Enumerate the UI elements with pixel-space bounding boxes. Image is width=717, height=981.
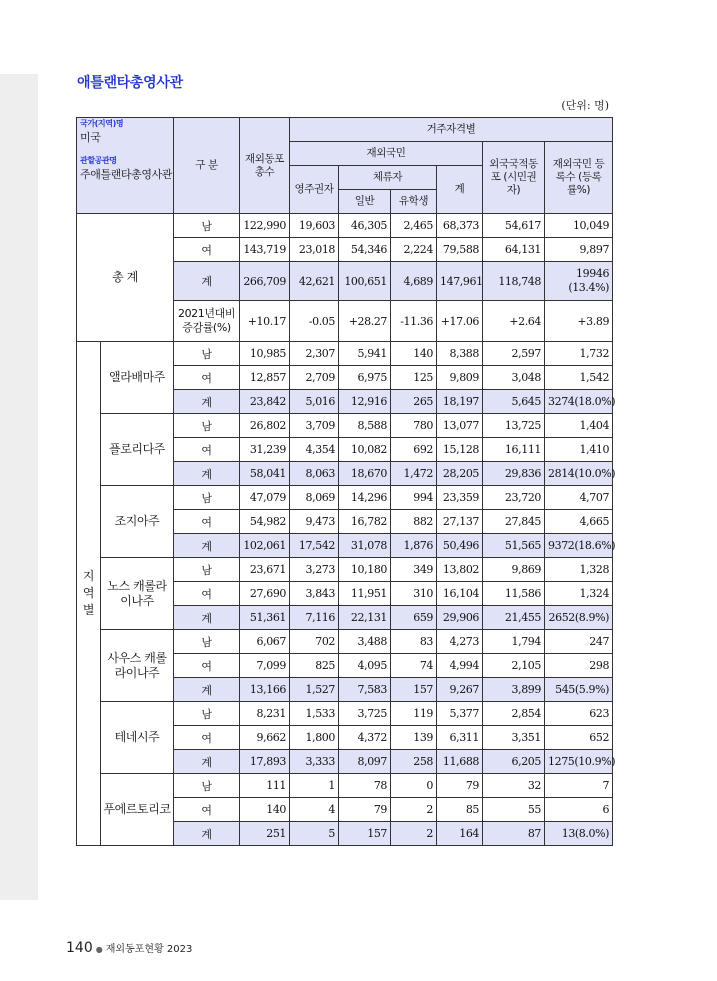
table-cell: 6,975 (339, 366, 391, 390)
table-cell: 13(8.0%) (545, 822, 613, 846)
table-cell: 7,116 (290, 606, 339, 630)
row-label: 계 (174, 822, 240, 846)
table-cell: 54,982 (240, 510, 290, 534)
table-cell: +28.27 (339, 301, 391, 342)
table-cell: 6,205 (483, 750, 545, 774)
table-row (77, 414, 613, 438)
table-cell: 10,082 (339, 438, 391, 462)
table-cell: 29,906 (437, 606, 483, 630)
table-cell: 1,404 (545, 414, 613, 438)
region-name: 테네시주 (101, 702, 174, 774)
row-label: 계 (174, 262, 240, 301)
table-cell: 29,836 (483, 462, 545, 486)
table-cell: 652 (545, 726, 613, 750)
table-cell: 258 (391, 750, 437, 774)
table-cell: 78 (339, 774, 391, 798)
row-label: 여 (174, 654, 240, 678)
row-label: 남 (174, 630, 240, 654)
row-label: 여 (174, 438, 240, 462)
table-cell: 118,748 (483, 262, 545, 301)
table-cell: 3,048 (483, 366, 545, 390)
table-cell: 9,897 (545, 238, 613, 262)
table-cell: 6,311 (437, 726, 483, 750)
row-label: 남 (174, 558, 240, 582)
table-row (77, 342, 613, 366)
table-cell: +10.17 (240, 301, 290, 342)
table-cell: 15,128 (437, 438, 483, 462)
table-cell: 9,662 (240, 726, 290, 750)
table-row (77, 630, 613, 654)
table-cell: 2814(10.0%) (545, 462, 613, 486)
table-cell: +2.64 (483, 301, 545, 342)
table-cell: 7,099 (240, 654, 290, 678)
table-cell: 3,899 (483, 678, 545, 702)
table-cell: 122,990 (240, 214, 290, 238)
table-cell: 22,131 (339, 606, 391, 630)
table-cell: 14,296 (339, 486, 391, 510)
table-cell: 119 (391, 702, 437, 726)
table-cell: 9,473 (290, 510, 339, 534)
header-subtotal: 계 (437, 166, 483, 214)
table-cell: 111 (240, 774, 290, 798)
table-cell: 1,533 (290, 702, 339, 726)
header-citizens: 재외국민 (290, 142, 483, 166)
row-label: 여 (174, 798, 240, 822)
table-cell: 74 (391, 654, 437, 678)
header-permanent: 영주권자 (290, 166, 339, 214)
row-label: 계 (174, 462, 240, 486)
page-title: 애틀랜타총영사관 (77, 75, 183, 91)
table-cell: 23,359 (437, 486, 483, 510)
table-cell: 825 (290, 654, 339, 678)
table-cell: 994 (391, 486, 437, 510)
table-cell: 46,305 (339, 214, 391, 238)
corner-office: 주애틀랜타총영사관 (80, 168, 173, 181)
table-cell: 1,472 (391, 462, 437, 486)
table-cell: 2 (391, 798, 437, 822)
table-cell: 3,273 (290, 558, 339, 582)
table-cell: 3,709 (290, 414, 339, 438)
table-cell: 2,224 (391, 238, 437, 262)
header-total: 재외동포 총수 (240, 118, 290, 214)
table-cell: 10,985 (240, 342, 290, 366)
table-cell: 4,994 (437, 654, 483, 678)
table-cell: 251 (240, 822, 290, 846)
region-name: 조지아주 (101, 486, 174, 558)
row-label: 여 (174, 726, 240, 750)
side-band (0, 74, 38, 900)
table-cell: +17.06 (437, 301, 483, 342)
table-cell: 3,351 (483, 726, 545, 750)
row-label: 여 (174, 366, 240, 390)
table-cell: 3,725 (339, 702, 391, 726)
table-cell: 23,720 (483, 486, 545, 510)
table-cell: 8,388 (437, 342, 483, 366)
table-cell: 42,621 (290, 262, 339, 301)
table-cell: 780 (391, 414, 437, 438)
table-cell: 8,069 (290, 486, 339, 510)
table-cell: 2 (391, 822, 437, 846)
table-cell: 1,527 (290, 678, 339, 702)
table-cell: 4,665 (545, 510, 613, 534)
corner-country-label: 국가(지역)명 (80, 119, 124, 128)
table-cell: 1,732 (545, 342, 613, 366)
publication-name: 재외동포현황 2023 (105, 944, 193, 955)
header-sojourn: 체류자 (339, 166, 437, 190)
table-cell: 79 (339, 798, 391, 822)
header-corner (77, 118, 174, 214)
row-label: 계 (174, 678, 240, 702)
region-group-label: 지 역 별 (77, 342, 101, 846)
row-label: 계 (174, 534, 240, 558)
table-cell: 64,131 (483, 238, 545, 262)
table-cell: 1,410 (545, 438, 613, 462)
table-cell: 298 (545, 654, 613, 678)
table-row (77, 486, 613, 510)
unit-label: (단위: 명) (561, 99, 609, 112)
table-cell: 19,603 (290, 214, 339, 238)
table-cell: 13,802 (437, 558, 483, 582)
table-cell: 1,324 (545, 582, 613, 606)
table-cell: 6,067 (240, 630, 290, 654)
table-row (77, 774, 613, 798)
table-cell: 54,346 (339, 238, 391, 262)
table-cell: 140 (240, 798, 290, 822)
table-cell: 16,104 (437, 582, 483, 606)
table-cell: 11,951 (339, 582, 391, 606)
table-cell: 100,651 (339, 262, 391, 301)
table-cell: 18,670 (339, 462, 391, 486)
table-cell: 1,876 (391, 534, 437, 558)
table-cell: 4,354 (290, 438, 339, 462)
table-cell: 9372(18.6%) (545, 534, 613, 558)
table-cell: 23,842 (240, 390, 290, 414)
table-cell: 623 (545, 702, 613, 726)
table-cell: 3,488 (339, 630, 391, 654)
row-label: 남 (174, 774, 240, 798)
table-cell: 16,782 (339, 510, 391, 534)
table-row (77, 214, 613, 238)
table-cell: 1,328 (545, 558, 613, 582)
table-cell: 83 (391, 630, 437, 654)
header-registered: 재외국민 등록수 (등록률%) (545, 142, 613, 214)
header-general: 일반 (339, 190, 391, 214)
table-cell: 27,137 (437, 510, 483, 534)
table-cell: 4,689 (391, 262, 437, 301)
table-cell: 702 (290, 630, 339, 654)
table-cell: 18,197 (437, 390, 483, 414)
table-cell: -11.36 (391, 301, 437, 342)
table-cell: 12,916 (339, 390, 391, 414)
row-label: 계 (174, 606, 240, 630)
region-name: 사우스 캐롤라이나주 (101, 630, 174, 702)
table-cell: 8,588 (339, 414, 391, 438)
table-cell: 5,016 (290, 390, 339, 414)
table-cell: 157 (339, 822, 391, 846)
table-row (77, 558, 613, 582)
page-number: 140 (66, 940, 93, 956)
table-cell: 51,361 (240, 606, 290, 630)
table-cell: 79 (437, 774, 483, 798)
table-cell: 23,671 (240, 558, 290, 582)
header-gubun: 구 분 (174, 118, 240, 214)
row-label: 여 (174, 510, 240, 534)
table-cell: 55 (483, 798, 545, 822)
table-cell: 17,893 (240, 750, 290, 774)
table-cell: 265 (391, 390, 437, 414)
table-cell: 8,231 (240, 702, 290, 726)
row-label: 여 (174, 582, 240, 606)
table-cell: 4 (290, 798, 339, 822)
header-residence: 거주자격별 (290, 118, 613, 142)
row-label: 남 (174, 486, 240, 510)
total-label: 총 계 (77, 214, 174, 342)
table-cell: 11,586 (483, 582, 545, 606)
table-cell: 1,794 (483, 630, 545, 654)
table-cell: 23,018 (290, 238, 339, 262)
table-cell: 13,077 (437, 414, 483, 438)
table-cell: 31,239 (240, 438, 290, 462)
table-cell: 247 (545, 630, 613, 654)
table-cell: 266,709 (240, 262, 290, 301)
header-student: 유학생 (391, 190, 437, 214)
table-cell: 2,854 (483, 702, 545, 726)
table-cell: 2,307 (290, 342, 339, 366)
table-cell: 17,542 (290, 534, 339, 558)
table-cell: 2,105 (483, 654, 545, 678)
table-cell: 58,041 (240, 462, 290, 486)
table-cell: 4,273 (437, 630, 483, 654)
table-cell: 3274(18.0%) (545, 390, 613, 414)
table-cell: 164 (437, 822, 483, 846)
bullet-dot-icon: ● (95, 945, 103, 954)
table-cell: 4,372 (339, 726, 391, 750)
table-cell: 10,049 (545, 214, 613, 238)
region-name: 플로리다주 (101, 414, 174, 486)
table-cell: 87 (483, 822, 545, 846)
table-cell: 2,709 (290, 366, 339, 390)
table-cell: 0 (391, 774, 437, 798)
corner-country: 미국 (80, 131, 101, 144)
row-label: 계 (174, 750, 240, 774)
table-cell: 21,455 (483, 606, 545, 630)
table-cell: 11,688 (437, 750, 483, 774)
row-label: 남 (174, 702, 240, 726)
table-cell: 32 (483, 774, 545, 798)
table-cell: 545(5.9%) (545, 678, 613, 702)
table-cell: -0.05 (290, 301, 339, 342)
table-cell: 68,373 (437, 214, 483, 238)
table-cell: 54,617 (483, 214, 545, 238)
table-cell: 7 (545, 774, 613, 798)
table-cell: 47,079 (240, 486, 290, 510)
table-cell: 1,800 (290, 726, 339, 750)
table-cell: 7,583 (339, 678, 391, 702)
table-cell: 310 (391, 582, 437, 606)
table-cell: 28,205 (437, 462, 483, 486)
table-cell: 3,843 (290, 582, 339, 606)
table-cell: 79,588 (437, 238, 483, 262)
table-cell: 13,166 (240, 678, 290, 702)
region-name: 푸에르토리코 (101, 774, 174, 846)
table-cell: 16,111 (483, 438, 545, 462)
table-cell: 139 (391, 726, 437, 750)
statistics-table (76, 117, 616, 846)
table-cell: 157 (391, 678, 437, 702)
row-label: 계 (174, 390, 240, 414)
table-cell: 143,719 (240, 238, 290, 262)
table-cell: 147,961 (437, 262, 483, 301)
table-cell: 13,725 (483, 414, 545, 438)
table-cell: 102,061 (240, 534, 290, 558)
table-cell: 1,542 (545, 366, 613, 390)
table-cell: 9,267 (437, 678, 483, 702)
table-cell: 4,707 (545, 486, 613, 510)
table-cell: 10,180 (339, 558, 391, 582)
table-cell: 12,857 (240, 366, 290, 390)
table-cell: 1 (290, 774, 339, 798)
table-cell: 882 (391, 510, 437, 534)
table-cell: 1275(10.9%) (545, 750, 613, 774)
table-cell: 4,095 (339, 654, 391, 678)
table-cell: 6 (545, 798, 613, 822)
table-cell: 85 (437, 798, 483, 822)
row-label: 2021년대비 증감률(%) (174, 301, 240, 342)
table-cell: 26,802 (240, 414, 290, 438)
table-cell: 50,496 (437, 534, 483, 558)
row-label: 여 (174, 238, 240, 262)
row-label: 남 (174, 214, 240, 238)
table-cell: 2652(8.9%) (545, 606, 613, 630)
page-footer (66, 940, 192, 956)
header-foreign: 외국국적동포 (시민권자) (483, 142, 545, 214)
row-label: 남 (174, 342, 240, 366)
table-cell: 27,690 (240, 582, 290, 606)
table-cell: 2,465 (391, 214, 437, 238)
corner-office-label: 관할공관명 (80, 156, 117, 165)
region-name: 앨라배마주 (101, 342, 174, 414)
table-cell: 31,078 (339, 534, 391, 558)
table-cell: 5,645 (483, 390, 545, 414)
table-cell: 2,597 (483, 342, 545, 366)
table-cell: 9,809 (437, 366, 483, 390)
table-row (77, 702, 613, 726)
table-cell: 19946 (13.4%) (545, 262, 613, 301)
table-cell: 140 (391, 342, 437, 366)
table-cell: 5 (290, 822, 339, 846)
table-cell: 3,333 (290, 750, 339, 774)
table-cell: 9,869 (483, 558, 545, 582)
table-cell: 5,377 (437, 702, 483, 726)
region-name: 노스 캐롤라이나주 (101, 558, 174, 630)
table-cell: 8,063 (290, 462, 339, 486)
table-cell: 27,845 (483, 510, 545, 534)
table-cell: 349 (391, 558, 437, 582)
table-cell: 125 (391, 366, 437, 390)
table-cell: +3.89 (545, 301, 613, 342)
row-label: 남 (174, 414, 240, 438)
table-cell: 51,565 (483, 534, 545, 558)
table-cell: 659 (391, 606, 437, 630)
table-cell: 5,941 (339, 342, 391, 366)
table-cell: 692 (391, 438, 437, 462)
table-cell: 8,097 (339, 750, 391, 774)
